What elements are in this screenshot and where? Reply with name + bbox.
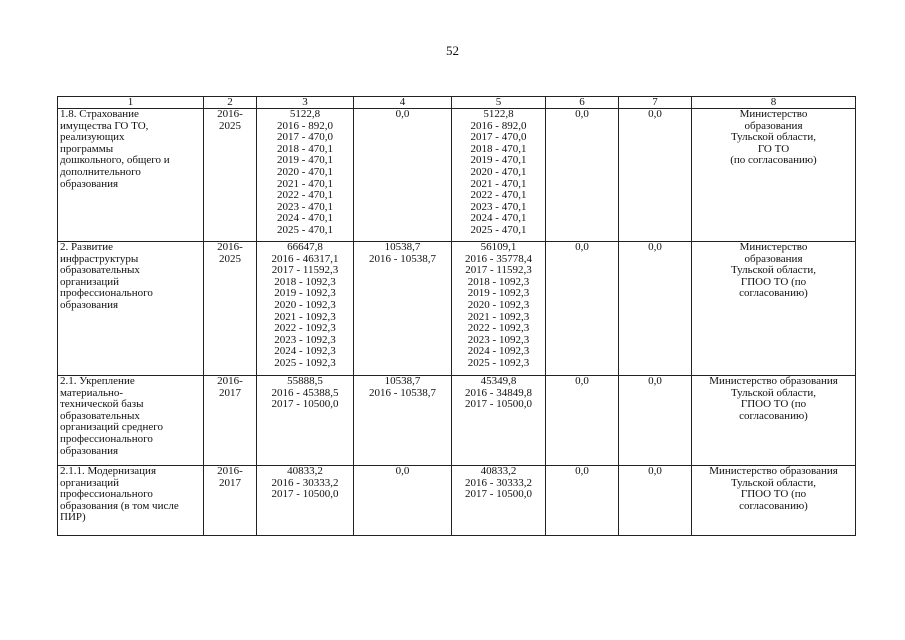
cell-line: 2018 - 1092,3: [274, 275, 336, 288]
cell-line: 2018 - 470,1: [277, 142, 333, 155]
cell-line: 2024 - 1092,3: [467, 345, 530, 358]
cell-line: 5122,8: [483, 108, 514, 120]
cell-line: дополнительного: [60, 165, 141, 178]
regional-funding-cell: [452, 109, 546, 242]
federal-funding-cell: [354, 466, 452, 536]
page-number: 52: [446, 43, 459, 58]
cell-line: (по согласованию): [730, 154, 817, 167]
cell-line: 0,0: [575, 108, 589, 120]
measure-name-cell: [58, 242, 204, 376]
cell-line: 2023 - 470,1: [277, 200, 333, 213]
cell-line: 2017: [219, 476, 241, 489]
program-table: [57, 96, 856, 536]
cell-line: 2017 - 10500,0: [271, 488, 339, 501]
cell-line: 45349,8: [480, 375, 517, 387]
cell-line: программы: [60, 142, 114, 155]
cell-line: Министерство: [739, 241, 808, 253]
cell-line: дошкольного, общего и: [60, 154, 170, 167]
cell-line: 2022 - 470,1: [277, 189, 333, 202]
cell-line: образования: [744, 252, 803, 265]
cell-line: 2016 - 892,0: [277, 119, 333, 132]
cell-line: 2017 - 10500,0: [465, 398, 532, 411]
cell-line: 2023 - 1092,3: [274, 333, 336, 346]
table-row: [58, 109, 856, 242]
column-header: 3: [257, 97, 354, 109]
cell-line: 66647,8: [287, 241, 323, 253]
cell-line: 2023 - 1092,3: [467, 333, 530, 346]
cell-line: 2017 - 10500,0: [271, 398, 339, 411]
cell-line: 40833,2: [287, 465, 323, 477]
cell-line: 0,0: [575, 375, 589, 387]
cell-line: 2020 - 470,1: [277, 165, 333, 178]
cell-line: образования: [744, 119, 803, 132]
federal-funding-cell: [354, 376, 452, 466]
cell-line: ГО ТО: [757, 142, 790, 155]
cell-line: 2022 - 1092,3: [467, 322, 530, 335]
cell-line: 2024 - 470,1: [470, 212, 527, 225]
cell-line: 2025 - 470,1: [470, 223, 527, 236]
cell-line: 10538,7: [384, 241, 421, 253]
cell-line: согласованию): [739, 287, 808, 300]
cell-line: профессионального: [60, 432, 153, 445]
cell-line: 2020 - 1092,3: [274, 298, 336, 311]
cell-line: 2016 - 892,0: [470, 119, 527, 132]
cell-line: 0,0: [648, 241, 662, 253]
cell-line: 55888,5: [287, 375, 323, 387]
cell-line: ГПОО ТО (по: [740, 488, 807, 501]
cell-line: 2016 - 45388,5: [271, 386, 339, 399]
total-funding-cell: [257, 376, 354, 466]
local-funding-cell: [546, 466, 619, 536]
cell-line: 40833,2: [480, 465, 517, 477]
cell-line: Тульской области,: [730, 264, 817, 277]
cell-line: 2019 - 470,1: [277, 154, 333, 167]
cell-line: 56109,1: [480, 241, 517, 253]
cell-line: Тульской области,: [730, 131, 817, 144]
cell-line: профессионального: [60, 287, 153, 300]
cell-line: 2.1. Укрепление: [60, 375, 135, 387]
cell-line: Министерство: [739, 108, 808, 120]
other-funding-cell: [619, 376, 692, 466]
total-funding-cell: [257, 242, 354, 376]
cell-line: 2016 - 10538,7: [369, 386, 436, 399]
cell-line: 2017: [219, 386, 241, 399]
cell-line: 2016 - 10538,7: [369, 252, 436, 265]
cell-line: технической базы: [60, 398, 144, 411]
cell-line: 0,0: [395, 108, 410, 120]
cell-line: 0,0: [648, 375, 662, 387]
cell-line: 2016-: [217, 108, 243, 120]
column-header: 5: [452, 97, 546, 109]
cell-line: 2024 - 1092,3: [274, 345, 336, 358]
cell-line: 2016 - 35778,4: [465, 252, 532, 265]
cell-line: 2025 - 470,1: [277, 223, 333, 236]
cell-line: 2017 - 470,0: [470, 131, 527, 144]
cell-line: 2016 - 30333,2: [465, 476, 532, 489]
cell-line: 2022 - 470,1: [470, 189, 527, 202]
cell-line: Тульской области,: [730, 476, 817, 489]
cell-line: 2019 - 470,1: [470, 154, 527, 167]
cell-line: 2025 - 1092,3: [467, 356, 530, 369]
table-row: [58, 242, 856, 376]
cell-line: 2021 - 1092,3: [274, 310, 336, 323]
executor-cell: [692, 109, 856, 242]
cell-line: согласованию): [739, 409, 808, 422]
cell-line: 2016 - 34849,8: [465, 386, 532, 399]
local-funding-cell: [546, 242, 619, 376]
period-cell: [204, 376, 257, 466]
cell-line: образования: [60, 177, 119, 190]
column-header: 2: [204, 97, 257, 109]
cell-line: образовательных: [60, 409, 140, 422]
federal-funding-cell: [354, 109, 452, 242]
cell-line: 2018 - 1092,3: [467, 275, 530, 288]
cell-line: 2025 - 1092,3: [274, 356, 336, 369]
cell-line: 2016-: [217, 465, 243, 477]
cell-line: реализующих: [60, 131, 125, 144]
cell-line: имущества ГО ТО,: [60, 119, 149, 132]
cell-line: 2025: [219, 252, 241, 265]
regional-funding-cell: [452, 466, 546, 536]
total-funding-cell: [257, 466, 354, 536]
cell-line: ГПОО ТО (по: [740, 275, 807, 288]
cell-line: 2017 - 11592,3: [271, 264, 339, 277]
measure-name-cell: [58, 466, 204, 536]
cell-line: организаций: [60, 476, 120, 489]
table-row: [58, 376, 856, 466]
cell-line: профессионального: [60, 488, 153, 501]
column-header: 7: [619, 97, 692, 109]
table-row: [58, 466, 856, 536]
cell-line: 0,0: [648, 465, 662, 477]
column-header: 6: [546, 97, 619, 109]
cell-line: 2. Развитие: [60, 241, 114, 253]
regional-funding-cell: [452, 242, 546, 376]
cell-line: 2017 - 10500,0: [465, 488, 532, 501]
regional-funding-cell: [452, 376, 546, 466]
cell-line: 2017 - 11592,3: [465, 264, 532, 277]
cell-line: 2020 - 470,1: [470, 165, 527, 178]
period-cell: [204, 109, 257, 242]
cell-line: образования (в том числе: [60, 499, 179, 512]
cell-line: 2022 - 1092,3: [274, 322, 336, 335]
column-header: 8: [692, 97, 856, 109]
period-cell: [204, 242, 257, 376]
cell-line: 2.1.1. Модернизация: [60, 465, 157, 477]
cell-line: ГПОО ТО (по: [740, 398, 807, 411]
total-funding-cell: [257, 109, 354, 242]
cell-line: 1.8. Страхование: [60, 108, 139, 120]
cell-line: 2021 - 470,1: [470, 177, 527, 190]
cell-line: 2018 - 470,1: [470, 142, 527, 155]
cell-line: 2016-: [217, 241, 243, 253]
other-funding-cell: [619, 109, 692, 242]
cell-line: материально-: [60, 386, 124, 399]
measure-name-cell: [58, 109, 204, 242]
executor-cell: [692, 242, 856, 376]
cell-line: образования: [60, 298, 119, 311]
cell-line: организаций: [60, 275, 120, 288]
cell-line: 2025: [219, 119, 241, 132]
cell-line: 2016-: [217, 375, 243, 387]
cell-line: Тульской области,: [730, 386, 817, 399]
cell-line: Министерство образования: [709, 375, 838, 387]
federal-funding-cell: [354, 242, 452, 376]
executor-cell: [692, 466, 856, 536]
cell-line: 0,0: [395, 465, 410, 477]
local-funding-cell: [546, 109, 619, 242]
cell-line: 0,0: [575, 241, 589, 253]
cell-line: 2021 - 1092,3: [467, 310, 530, 323]
local-funding-cell: [546, 376, 619, 466]
other-funding-cell: [619, 466, 692, 536]
cell-line: 2021 - 470,1: [277, 177, 333, 190]
cell-line: 2016 - 46317,1: [271, 252, 339, 265]
cell-line: 5122,8: [289, 108, 321, 120]
header-row: [58, 97, 856, 109]
measure-name-cell: [58, 376, 204, 466]
cell-line: 2020 - 1092,3: [467, 298, 530, 311]
cell-line: инфраструктуры: [60, 252, 139, 265]
cell-line: 2017 - 470,0: [277, 131, 333, 144]
cell-line: 2016 - 30333,2: [271, 476, 339, 489]
period-cell: [204, 466, 257, 536]
cell-line: ПИР): [60, 511, 86, 524]
cell-line: образовательных: [60, 264, 140, 277]
cell-line: 2019 - 1092,3: [467, 287, 530, 300]
executor-cell: [692, 376, 856, 466]
cell-line: образования: [60, 444, 119, 457]
cell-line: организаций среднего: [60, 421, 164, 434]
other-funding-cell: [619, 242, 692, 376]
cell-line: 0,0: [575, 465, 589, 477]
cell-line: 2024 - 470,1: [277, 212, 333, 225]
column-header: 4: [354, 97, 452, 109]
cell-line: 10538,7: [384, 375, 421, 387]
cell-line: 2023 - 470,1: [470, 200, 527, 213]
cell-line: Министерство образования: [709, 465, 838, 477]
cell-line: согласованию): [739, 499, 808, 512]
cell-line: 2019 - 1092,3: [274, 287, 336, 300]
cell-line: 0,0: [648, 108, 662, 120]
column-header: 1: [58, 97, 204, 109]
